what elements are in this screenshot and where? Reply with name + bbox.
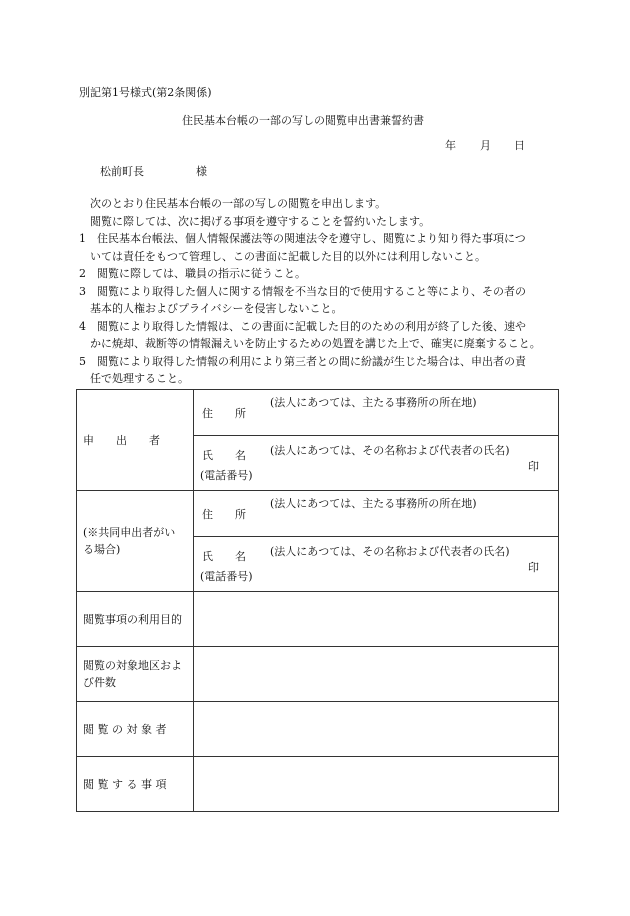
date-month: 月 — [480, 139, 491, 152]
joint-name-field[interactable] — [194, 537, 559, 592]
pledge-num: 5 — [79, 354, 86, 368]
name-label: 氏 名 — [202, 550, 246, 563]
inspection-items-label: 閲 覧 す る 事 項 — [77, 757, 194, 812]
phone-label: (電話番号) — [200, 570, 253, 583]
target-area-label: 閲覧の対象地区およ び件数 — [77, 647, 194, 702]
target-area-field[interactable] — [194, 647, 559, 702]
pledge-text: 任で処理すること。 — [90, 372, 189, 385]
applicant-label: 申 出 者 — [77, 390, 194, 491]
target-persons-field[interactable] — [194, 702, 559, 757]
intro-line: 閲覧に際しては、次に掲げる事項を遵守することを誓約いたします。 — [90, 214, 431, 228]
addressee-name: 松前町長 — [100, 165, 144, 178]
page-title: 住民基本台帳の一部の写しの閲覧申出書兼誓約書 — [182, 114, 424, 127]
address-label: 住 所 — [202, 407, 246, 420]
pledge-text: 閲覧に際しては、職員の指示に従うこと。 — [97, 267, 306, 280]
address-note: (法人にあつては、主たる事務所の所在地) — [270, 396, 477, 409]
pledge-item-5 — [79, 353, 569, 371]
pledge-text: 閲覧により取得した情報は、この書面に記載した目的のための利用が終了した後、速や — [97, 319, 526, 333]
seal-mark: 印 — [528, 460, 539, 473]
application-table — [76, 389, 559, 812]
joint-applicant-label: (※共同申出者がい る場合) — [77, 491, 194, 592]
pledge-text: 住民基本台帳法、個人情報保護法等の関連法令を遵守し、閲覧により知り得た事項につ — [97, 232, 526, 245]
date-year: 年 — [445, 139, 456, 152]
addressee-honorific: 様 — [196, 165, 207, 178]
pledge-num: 4 — [79, 319, 86, 333]
phone-label: (電話番号) — [200, 469, 253, 482]
pledge-num: 2 — [79, 267, 86, 280]
pledge-text: 閲覧により取得した情報の利用により第三者との間に紛議が生じた場合は、申出者の責 — [97, 354, 526, 368]
seal-mark: 印 — [528, 561, 539, 574]
address-note: (法人にあつては、主たる事務所の所在地) — [270, 497, 477, 510]
target-persons-label: 閲 覧 の 対 象 者 — [77, 702, 194, 757]
pledge-num: 3 — [79, 284, 86, 298]
name-note: (法人にあつては、その名称および代表者の氏名) — [270, 444, 510, 457]
intro-line: 次のとおり住民基本台帳の一部の写しの閲覧を申出します。 — [90, 197, 387, 210]
pledge-item-3 — [79, 283, 569, 301]
name-label: 氏 名 — [202, 449, 246, 462]
purpose-field[interactable] — [194, 592, 559, 647]
pledge-text: 閲覧により取得した個人に関する情報を不当な目的で使用すること等により、その者の — [97, 284, 526, 298]
pledge-num: 1 — [79, 232, 86, 245]
joint-address-field[interactable] — [194, 491, 559, 537]
applicant-name-field[interactable] — [194, 436, 559, 491]
pledge-text: かに焼却、裁断等の情報漏えいを防止するための処置を講じた上で、確実に廃棄すること。 — [90, 337, 541, 350]
pledge-item-2 — [79, 265, 569, 283]
pledge-body — [79, 195, 569, 388]
date-day: 日 — [514, 139, 525, 152]
address-label: 住 所 — [202, 508, 246, 521]
form-code: 別記第1号様式(第2条関係) — [79, 86, 212, 99]
inspection-items-field[interactable] — [194, 757, 559, 812]
pledge-text: いては責任をもつて管理し、この書面に記載した目的以外には利用しないこと。 — [90, 249, 486, 263]
name-note: (法人にあつては、その名称および代表者の氏名) — [270, 545, 510, 558]
pledge-text: 基本的人権およびプライバシーを侵害しないこと。 — [90, 302, 343, 315]
purpose-label: 閲覧事項の利用目的 — [77, 592, 194, 647]
pledge-item-4 — [79, 318, 569, 336]
pledge-item-1 — [79, 230, 569, 248]
applicant-address-field[interactable] — [194, 390, 559, 436]
